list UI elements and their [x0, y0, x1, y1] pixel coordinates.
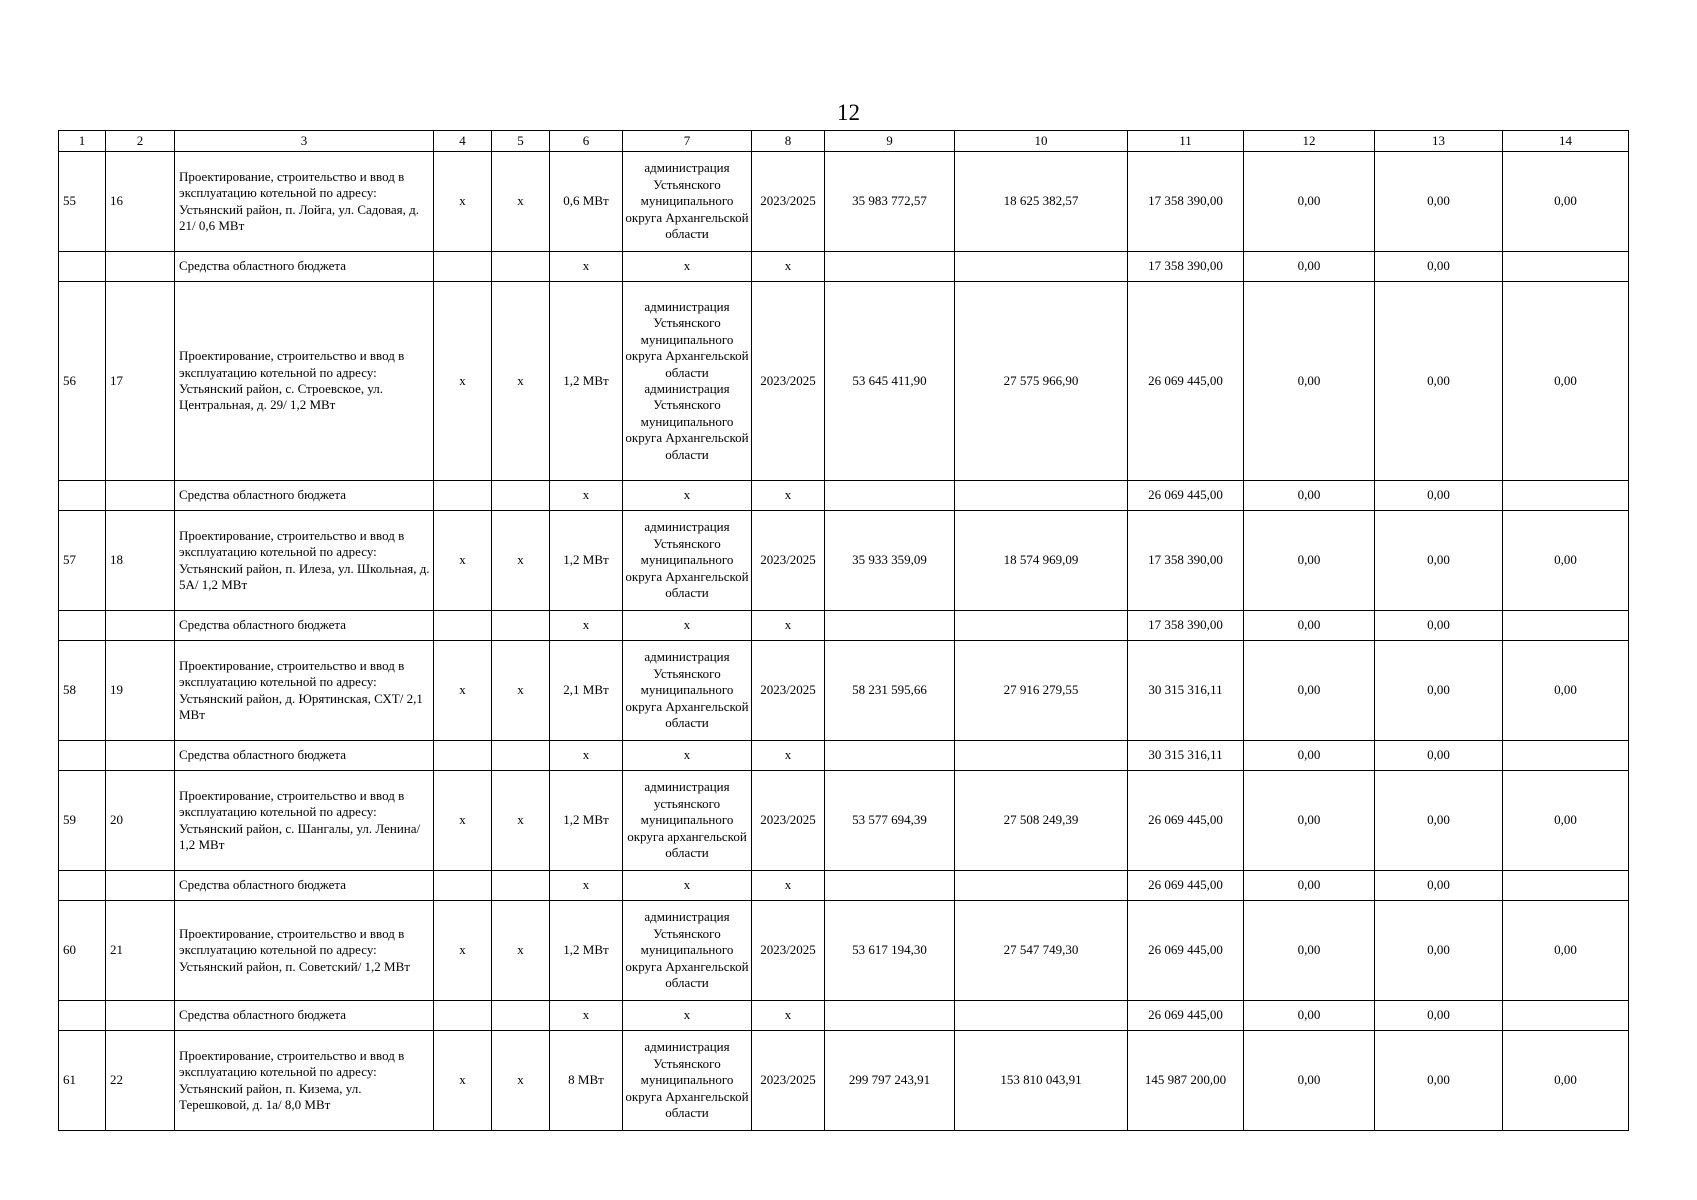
organization-text: администрация устьянского муниципального округа архангельской области [627, 779, 747, 861]
column-13-cell: 0,00 [1375, 282, 1503, 481]
organization-cell [623, 771, 752, 871]
empty-cell [492, 481, 550, 511]
column-13-cell: 0,00 [1375, 901, 1503, 1001]
empty-cell [434, 741, 492, 771]
empty-cell [1503, 871, 1629, 901]
empty-cell [492, 871, 550, 901]
empty-cell [1503, 741, 1629, 771]
column-4-cell: х [434, 641, 492, 741]
empty-cell [106, 1001, 175, 1031]
period-cell: 2023/2025 [752, 1031, 825, 1131]
empty-cell [59, 252, 106, 282]
organization-text: администрация Устьянского муниципального округа Архангельской области [625, 1039, 749, 1121]
description-cell: Проектирование, строительство и ввод в эксплуатацию котельной по адресу: Устьянский район, с. Шангалы, ул. Ленина/ 1,2 МВт [175, 771, 434, 871]
capacity-cell: 1,2 МВт [550, 282, 623, 481]
column-5-cell: х [492, 901, 550, 1001]
regional-amount-cell: 26 069 445,00 [1128, 1001, 1244, 1031]
x-mark-cell: х [550, 252, 623, 282]
period-cell: 2023/2025 [752, 641, 825, 741]
column-10-cell: 27 916 279,55 [955, 641, 1128, 741]
empty-cell [825, 1001, 955, 1031]
empty-cell [434, 611, 492, 641]
column-header: 1 [59, 131, 106, 152]
sub-number-cell: 18 [106, 511, 175, 611]
period-cell: 2023/2025 [752, 511, 825, 611]
sub-number-cell: 17 [106, 282, 175, 481]
period-cell: 2023/2025 [752, 771, 825, 871]
column-header-row [59, 131, 1629, 152]
sub-number-cell: 22 [106, 1031, 175, 1131]
regional-budget-row [59, 871, 1629, 901]
regional-amount-cell: 26 069 445,00 [1128, 871, 1244, 901]
row-number-cell: 55 [59, 152, 106, 252]
column-5-cell: х [492, 771, 550, 871]
column-5-cell: х [492, 1031, 550, 1131]
total-cost-cell: 35 983 772,57 [825, 152, 955, 252]
x-mark-cell: х [550, 481, 623, 511]
column-10-cell: 18 625 382,57 [955, 152, 1128, 252]
x-mark-cell: х [550, 611, 623, 641]
regional-column-12-cell: 0,00 [1244, 611, 1375, 641]
column-header: 10 [955, 131, 1128, 152]
description-cell: Проектирование, строительство и ввод в эксплуатацию котельной по адресу: Устьянский район, п. Кизема, ул. Терешковой, д. 1а/ 8,0 МВт [175, 1031, 434, 1131]
column-13-cell: 0,00 [1375, 1031, 1503, 1131]
column-14-cell: 0,00 [1503, 771, 1629, 871]
empty-cell [106, 252, 175, 282]
regional-budget-row [59, 481, 1629, 511]
column-14-cell: 0,00 [1503, 282, 1629, 481]
x-mark-cell: х [550, 871, 623, 901]
column-5-cell: х [492, 152, 550, 252]
regional-budget-label: Средства областного бюджета [175, 741, 434, 771]
total-cost-cell: 58 231 595,66 [825, 641, 955, 741]
empty-cell [106, 611, 175, 641]
x-mark-cell: х [623, 871, 752, 901]
column-11-cell: 145 987 200,00 [1128, 1031, 1244, 1131]
capacity-cell: 0,6 МВт [550, 152, 623, 252]
total-cost-cell: 53 617 194,30 [825, 901, 955, 1001]
column-4-cell: х [434, 771, 492, 871]
period-cell: 2023/2025 [752, 152, 825, 252]
table-row [59, 282, 1629, 481]
column-5-cell: х [492, 511, 550, 611]
row-number-cell: 57 [59, 511, 106, 611]
empty-cell [825, 871, 955, 901]
empty-cell [492, 611, 550, 641]
empty-cell [106, 481, 175, 511]
empty-cell [1503, 481, 1629, 511]
table-row [59, 152, 1629, 252]
empty-cell [106, 871, 175, 901]
period-cell: 2023/2025 [752, 901, 825, 1001]
organization-cell [623, 282, 752, 481]
column-4-cell: х [434, 282, 492, 481]
column-11-cell: 17 358 390,00 [1128, 511, 1244, 611]
regional-budget-row [59, 1001, 1629, 1031]
table-row [59, 771, 1629, 871]
column-header: 9 [825, 131, 955, 152]
organization-cell [623, 1031, 752, 1131]
column-14-cell: 0,00 [1503, 1031, 1629, 1131]
column-13-cell: 0,00 [1375, 152, 1503, 252]
column-13-cell: 0,00 [1375, 641, 1503, 741]
column-header: 7 [623, 131, 752, 152]
empty-cell [955, 741, 1128, 771]
description-cell: Проектирование, строительство и ввод в эксплуатацию котельной по адресу: Устьянский район, п. Лойга, ул. Садовая, д. 21/ 0,6 МВт [175, 152, 434, 252]
total-cost-cell: 35 933 359,09 [825, 511, 955, 611]
empty-cell [1503, 1001, 1629, 1031]
regional-budget-label: Средства областного бюджета [175, 871, 434, 901]
x-mark-cell: х [752, 1001, 825, 1031]
empty-cell [955, 871, 1128, 901]
column-14-cell: 0,00 [1503, 901, 1629, 1001]
regional-budget-label: Средства областного бюджета [175, 481, 434, 511]
column-12-cell: 0,00 [1244, 511, 1375, 611]
regional-column-13-cell: 0,00 [1375, 871, 1503, 901]
empty-cell [955, 252, 1128, 282]
empty-cell [59, 741, 106, 771]
column-4-cell: х [434, 511, 492, 611]
column-4-cell: х [434, 901, 492, 1001]
regional-amount-cell: 26 069 445,00 [1128, 481, 1244, 511]
organization-text: администрация Устьянского муниципального округа Архангельской области [625, 160, 749, 242]
column-header: 2 [106, 131, 175, 152]
empty-cell [825, 741, 955, 771]
organization-text: администрация Устьянского муниципального округа Архангельской области [625, 909, 749, 991]
x-mark-cell: х [752, 741, 825, 771]
column-5-cell: х [492, 641, 550, 741]
column-12-cell: 0,00 [1244, 901, 1375, 1001]
capacity-cell: 8 МВт [550, 1031, 623, 1131]
table-body [59, 131, 1629, 1131]
sub-number-cell: 21 [106, 901, 175, 1001]
column-13-cell: 0,00 [1375, 771, 1503, 871]
column-header: 6 [550, 131, 623, 152]
regional-budget-label: Средства областного бюджета [175, 611, 434, 641]
regional-column-13-cell: 0,00 [1375, 1001, 1503, 1031]
column-header: 14 [1503, 131, 1629, 152]
empty-cell [59, 871, 106, 901]
empty-cell [955, 611, 1128, 641]
column-14-cell: 0,00 [1503, 152, 1629, 252]
regional-budget-row [59, 252, 1629, 282]
empty-cell [434, 871, 492, 901]
period-cell: 2023/2025 [752, 282, 825, 481]
regional-amount-cell: 17 358 390,00 [1128, 611, 1244, 641]
x-mark-cell: х [623, 741, 752, 771]
column-4-cell: х [434, 1031, 492, 1131]
description-cell: Проектирование, строительство и ввод в эксплуатацию котельной по адресу: Устьянский район, д. Юрятинская, СХТ/ 2,1 МВт [175, 641, 434, 741]
organization-cell [623, 511, 752, 611]
capacity-cell: 1,2 МВт [550, 511, 623, 611]
column-12-cell: 0,00 [1244, 152, 1375, 252]
x-mark-cell: х [752, 871, 825, 901]
description-cell: Проектирование, строительство и ввод в эксплуатацию котельной по адресу: Устьянский район, с. Строевское, ул. Центральная, д. 29/ 1,2 МВт [175, 282, 434, 481]
row-number-cell: 58 [59, 641, 106, 741]
x-mark-cell: х [752, 252, 825, 282]
regional-budget-label: Средства областного бюджета [175, 1001, 434, 1031]
capacity-cell: 1,2 МВт [550, 901, 623, 1001]
x-mark-cell: х [623, 1001, 752, 1031]
column-12-cell: 0,00 [1244, 1031, 1375, 1131]
page-number: 12 [837, 100, 860, 125]
empty-cell [59, 481, 106, 511]
empty-cell [492, 252, 550, 282]
organization-text: администрация Устьянского муниципального округа Архангельской области [625, 298, 749, 380]
x-mark-cell: х [623, 481, 752, 511]
empty-cell [825, 611, 955, 641]
total-cost-cell: 53 577 694,39 [825, 771, 955, 871]
empty-cell [825, 481, 955, 511]
column-10-cell: 27 575 966,90 [955, 282, 1128, 481]
table-row [59, 641, 1629, 741]
regional-column-12-cell: 0,00 [1244, 252, 1375, 282]
regional-column-13-cell: 0,00 [1375, 252, 1503, 282]
x-mark-cell: х [550, 1001, 623, 1031]
regional-budget-label: Средства областного бюджета [175, 252, 434, 282]
empty-cell [492, 741, 550, 771]
column-header: 5 [492, 131, 550, 152]
column-10-cell: 18 574 969,09 [955, 511, 1128, 611]
table-row [59, 511, 1629, 611]
column-header: 12 [1244, 131, 1375, 152]
regional-column-13-cell: 0,00 [1375, 611, 1503, 641]
x-mark-cell: х [623, 252, 752, 282]
column-header: 13 [1375, 131, 1503, 152]
column-10-cell: 153 810 043,91 [955, 1031, 1128, 1131]
column-header: 11 [1128, 131, 1244, 152]
column-14-cell: 0,00 [1503, 641, 1629, 741]
column-11-cell: 26 069 445,00 [1128, 282, 1244, 481]
row-number-cell: 59 [59, 771, 106, 871]
column-5-cell: х [492, 282, 550, 481]
organization-cell [623, 901, 752, 1001]
column-11-cell: 30 315 316,11 [1128, 641, 1244, 741]
regional-column-13-cell: 0,00 [1375, 741, 1503, 771]
regional-column-12-cell: 0,00 [1244, 1001, 1375, 1031]
organization-cell [623, 641, 752, 741]
empty-cell [59, 611, 106, 641]
empty-cell [434, 481, 492, 511]
empty-cell [955, 481, 1128, 511]
sub-number-cell: 20 [106, 771, 175, 871]
empty-cell [434, 1001, 492, 1031]
regional-column-12-cell: 0,00 [1244, 741, 1375, 771]
row-number-cell: 60 [59, 901, 106, 1001]
regional-amount-cell: 30 315 316,11 [1128, 741, 1244, 771]
empty-cell [1503, 252, 1629, 282]
sub-number-cell: 16 [106, 152, 175, 252]
capacity-cell: 1,2 МВт [550, 771, 623, 871]
column-13-cell: 0,00 [1375, 511, 1503, 611]
regional-column-12-cell: 0,00 [1244, 481, 1375, 511]
empty-cell [1503, 611, 1629, 641]
column-11-cell: 26 069 445,00 [1128, 771, 1244, 871]
row-number-cell: 56 [59, 282, 106, 481]
organization-cell [623, 152, 752, 252]
column-4-cell: х [434, 152, 492, 252]
empty-cell [434, 252, 492, 282]
description-cell: Проектирование, строительство и ввод в эксплуатацию котельной по адресу: Устьянский район, п. Советский/ 1,2 МВт [175, 901, 434, 1001]
capacity-cell: 2,1 МВт [550, 641, 623, 741]
column-14-cell: 0,00 [1503, 511, 1629, 611]
table-row [59, 901, 1629, 1001]
budget-table [58, 130, 1629, 1131]
organization-text: администрация Устьянского муниципального округа Архангельской области [625, 381, 749, 462]
row-number-cell: 61 [59, 1031, 106, 1131]
organization-text: администрация Устьянского муниципального округа Архангельской области [625, 649, 749, 731]
column-header: 8 [752, 131, 825, 152]
empty-cell [106, 741, 175, 771]
sub-number-cell: 19 [106, 641, 175, 741]
total-cost-cell: 53 645 411,90 [825, 282, 955, 481]
x-mark-cell: х [623, 611, 752, 641]
column-header: 4 [434, 131, 492, 152]
regional-column-13-cell: 0,00 [1375, 481, 1503, 511]
regional-column-12-cell: 0,00 [1244, 871, 1375, 901]
empty-cell [955, 1001, 1128, 1031]
total-cost-cell: 299 797 243,91 [825, 1031, 955, 1131]
regional-budget-row [59, 611, 1629, 641]
column-11-cell: 26 069 445,00 [1128, 901, 1244, 1001]
column-header: 3 [175, 131, 434, 152]
empty-cell [59, 1001, 106, 1031]
column-10-cell: 27 547 749,30 [955, 901, 1128, 1001]
column-12-cell: 0,00 [1244, 282, 1375, 481]
organization-text: администрация Устьянского муниципального округа Архангельской области [625, 519, 749, 601]
x-mark-cell: х [752, 611, 825, 641]
regional-budget-row [59, 741, 1629, 771]
column-12-cell: 0,00 [1244, 771, 1375, 871]
empty-cell [825, 252, 955, 282]
regional-amount-cell: 17 358 390,00 [1128, 252, 1244, 282]
empty-cell [492, 1001, 550, 1031]
column-11-cell: 17 358 390,00 [1128, 152, 1244, 252]
x-mark-cell: х [550, 741, 623, 771]
x-mark-cell: х [752, 481, 825, 511]
table-row [59, 1031, 1629, 1131]
column-10-cell: 27 508 249,39 [955, 771, 1128, 871]
description-cell: Проектирование, строительство и ввод в эксплуатацию котельной по адресу: Устьянский район, п. Илеза, ул. Школьная, д. 5А/ 1,2 МВт [175, 511, 434, 611]
column-12-cell: 0,00 [1244, 641, 1375, 741]
